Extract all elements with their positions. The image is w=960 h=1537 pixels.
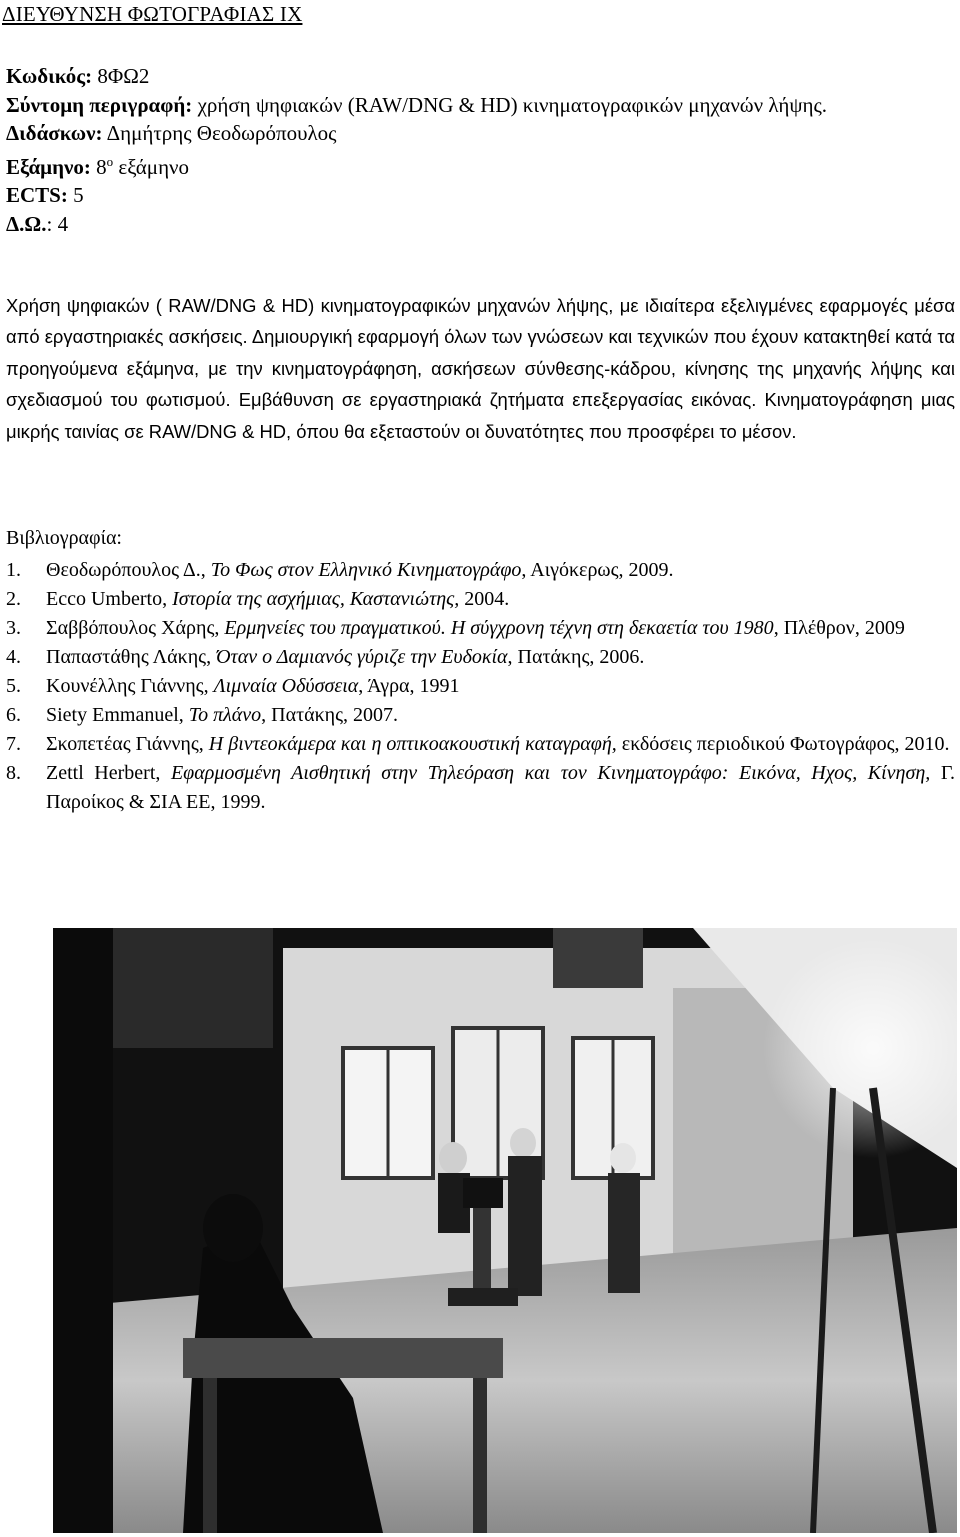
bibliography-item-text bbox=[46, 701, 955, 730]
bibliography-item-author: Σαββόπουλος Χάρης, bbox=[46, 617, 225, 639]
bibliography-item-rest: Γ. Παροίκος & ΣΙΑ ΕΕ, 1999. bbox=[46, 762, 955, 813]
semester-label: Εξάμηνο: bbox=[6, 154, 91, 179]
bibliography-item-author: Ecco Umberto, bbox=[46, 588, 173, 610]
bibliography-item-rest: , Πατάκης, 2007. bbox=[261, 704, 399, 726]
semester-number: 8 bbox=[96, 154, 107, 179]
bibliography-item-author: Θεοδωρόπουλος Δ., bbox=[46, 559, 211, 581]
bibliography-heading: Βιβλιογραφία: bbox=[6, 527, 122, 549]
ects-row bbox=[6, 181, 954, 210]
bibliography-item-text bbox=[46, 672, 955, 701]
instructor-row bbox=[6, 119, 954, 148]
description-part-2: Εμβάθυνση σε εργαστηριακά ζητήματα επεξεργασίας εικόνας. bbox=[238, 389, 757, 411]
bibliography-item-title: Εφαρμοσμένη Αισθητική στην Τηλεόραση και τον Κινηματογράφο: Εικόνα, Ηχος, Κίνηση, bbox=[170, 762, 931, 784]
instructor-label: Διδάσκων: bbox=[6, 121, 103, 145]
bibliography-item-rest: , Πλέθρον, 2009 bbox=[773, 617, 905, 639]
person-head bbox=[439, 1142, 467, 1174]
bibliography-item-title: Το Φως στον Ελληνικό Κινηματογράφο bbox=[210, 559, 522, 581]
course-code-row bbox=[6, 62, 954, 91]
bibliography-item bbox=[6, 730, 955, 759]
semester-superscript: ο bbox=[106, 153, 114, 169]
bibliography-item-author: Σκοπετέας Γιάννης, bbox=[46, 733, 209, 755]
dw-label: Δ.Ω. bbox=[6, 211, 47, 236]
bibliography-item-title: Λιμναία Οδύσσεια bbox=[213, 675, 359, 697]
dw-row bbox=[6, 210, 954, 239]
dw-value: : 4 bbox=[46, 211, 69, 236]
short-description-label: Σύντομη περιγραφή: bbox=[6, 92, 193, 117]
ects-value: 5 bbox=[73, 183, 84, 207]
bibliography-item bbox=[6, 614, 955, 643]
bibliography-item bbox=[6, 643, 955, 672]
bibliography-item-text bbox=[46, 759, 955, 817]
bibliography-item-title: Ιστορία της ασχήμιας, Καστανιώτης, bbox=[172, 588, 460, 610]
bibliography-item-text bbox=[46, 730, 955, 759]
bibliography-item-text bbox=[46, 614, 955, 643]
bibliography-item-author: Zettl Herbert, bbox=[46, 762, 171, 784]
person-head bbox=[610, 1143, 636, 1173]
description-part-3: Κινηματογράφηση μιας μικρής ταινίας σε RAW/DNG & HD, όπου θα εξεταστούν οι δυνατότητες που προσφέρει το μέσον. bbox=[6, 389, 955, 442]
bibliography-item bbox=[6, 585, 955, 614]
semester-word: εξάμηνο bbox=[118, 154, 190, 179]
bibliography-item bbox=[6, 701, 955, 730]
bibliography-item-number: 4. bbox=[6, 646, 21, 668]
bibliography-item-number: 2. bbox=[6, 588, 21, 610]
instructor-value: Δημήτρης Θεοδωρόπουλος bbox=[106, 121, 337, 145]
semester-row bbox=[6, 148, 954, 182]
bibliography-item-number: 3. bbox=[6, 617, 21, 639]
bibliography-item-number: 7. bbox=[6, 733, 21, 755]
bibliography-item-author: Κουνέλλης Γιάννης, bbox=[46, 675, 214, 697]
bibliography-item-number: 1. bbox=[6, 559, 21, 581]
bibliography-item bbox=[6, 672, 955, 701]
camera-dolly bbox=[448, 1288, 518, 1306]
bibliography-item-text bbox=[46, 643, 955, 672]
bibliography-item-author: Siety Emmanuel, bbox=[46, 704, 189, 726]
bibliography-item-rest: , Αιγόκερως, 2009. bbox=[521, 559, 674, 581]
bibliography-item-title: Ερμηνείες του πραγματικού. Η σύγχρονη τέχνη στη δεκαετία του 1980 bbox=[224, 617, 774, 639]
bibliography-item bbox=[6, 759, 955, 817]
course-code-label: Κωδικός: bbox=[6, 64, 93, 88]
bibliography-item-title: Όταν ο Δαμιανός γύριζε την Ευδοκία bbox=[216, 646, 508, 668]
description-part-1: Χρήση ψηφιακών ( RAW/DNG & HD) κινηματογραφικών μηχανών λήψης, με ιδιαίτερα εξελιγμένες εφαρμογές μέσα από εργαστηριακές ασκήσεις. Δημιουργική εφαρμογή όλων των γνώσεων και τεχνικών που έχουν κατακτηθεί κατά τα προηγούμενα εξάμηνα, με την κινηματογράφηση, ασκήσεων σύνθεσης-κάδρου, κίνησης της μηχανής λήψης και σχεδιασμού του φωτισμού. bbox=[6, 295, 955, 411]
bibliography-item-text bbox=[46, 556, 955, 585]
short-description-value: χρήση ψηφιακών (RAW/DNG & HD) κινηματογραφικών μηχανών λήψης. bbox=[197, 92, 828, 117]
camera bbox=[463, 1178, 503, 1208]
camera-pedestal bbox=[473, 1208, 491, 1298]
page-title: ΔΙΕΥΘΥΝΣΗ ΦΩΤΟΓΡΑΦΙΑΣ ΙΧ bbox=[2, 2, 303, 26]
studio-photo-drawing bbox=[53, 928, 957, 1533]
bibliography-list bbox=[6, 556, 955, 817]
person-body bbox=[508, 1156, 542, 1296]
bibliography-item-title: Η βιντεοκάμερα και η οπτικοακουστική καταγραφή, bbox=[208, 733, 617, 755]
person-body bbox=[608, 1173, 640, 1293]
bibliography-item-number: 6. bbox=[6, 704, 21, 726]
person-head bbox=[510, 1128, 536, 1158]
bibliography-item-text bbox=[46, 585, 955, 614]
short-description-row bbox=[6, 91, 954, 120]
course-meta bbox=[6, 62, 954, 238]
studio-photo bbox=[53, 928, 957, 1533]
bibliography-item-author: Παπαστάθης Λάκης, bbox=[46, 646, 217, 668]
course-description bbox=[6, 290, 955, 447]
person-head bbox=[203, 1194, 263, 1262]
bibliography-item bbox=[6, 556, 955, 585]
bibliography-item-rest: εκδόσεις περιοδικού Φωτογράφος, 2010. bbox=[616, 733, 950, 755]
left-foreground-stand bbox=[53, 928, 113, 1533]
bibliography-item-number: 8. bbox=[6, 762, 21, 784]
bibliography-item-rest: , Άγρα, 1991 bbox=[358, 675, 460, 697]
ects-label: ECTS: bbox=[6, 183, 68, 207]
bibliography-item-number: 5. bbox=[6, 675, 21, 697]
bibliography-item-rest: , Πατάκης, 2006. bbox=[507, 646, 645, 668]
lighting-rig bbox=[113, 928, 273, 1048]
bibliography-item-rest: 2004. bbox=[459, 588, 510, 610]
course-code-value: 8ΦΩ2 bbox=[97, 64, 150, 88]
bibliography-item-title: Το πλάνο bbox=[188, 704, 262, 726]
bench bbox=[183, 1338, 503, 1378]
